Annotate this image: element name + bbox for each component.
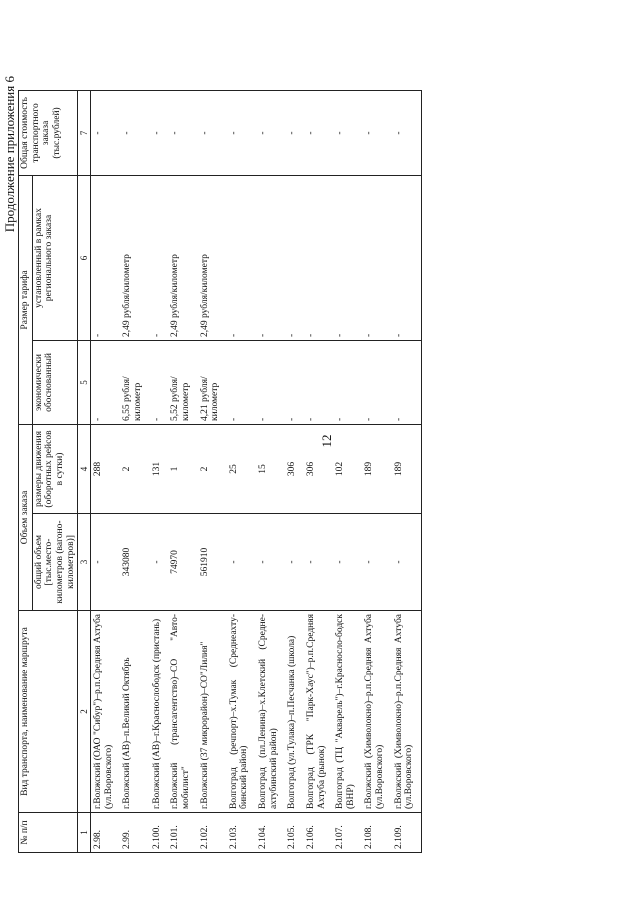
header-num: № п/п	[19, 813, 78, 853]
header-total-cost: Общая стоимость транспортного заказа (тыс.рублей)	[19, 90, 78, 175]
row-number: 2.103.	[227, 813, 256, 853]
appendix-note: Продолжение приложения 6	[2, 76, 17, 233]
column-number: 5	[78, 340, 91, 424]
established-tariff: -	[362, 175, 391, 340]
total-cost: -	[227, 90, 256, 175]
header-volume-group: Объем заказа	[19, 424, 33, 610]
row-number: 2.109.	[392, 813, 422, 853]
route-name: г.Волжский (Химволокно)–р.п.Средняя Ахтуба (ул.Воровского)	[392, 611, 422, 813]
route-name: Волгоград (речпорт)–х.Тумак (Среднеахту-бинский район)	[227, 611, 256, 813]
route-name: г.Волжский (37 микрорайон)–СО"Лилия"	[198, 611, 227, 813]
column-number: 2	[78, 611, 91, 813]
traffic-size: 102	[333, 424, 362, 513]
traffic-size: 189	[362, 424, 391, 513]
traffic-size: 1	[168, 424, 197, 513]
established-tariff: 2,49 рубля/километр	[120, 175, 149, 340]
total-cost: -	[304, 90, 333, 175]
table-row	[392, 90, 422, 852]
established-tariff: -	[304, 175, 333, 340]
econ-tariff: 5,52 рубля/ километр	[168, 340, 197, 424]
total-volume: -	[256, 514, 285, 611]
column-number: 1	[78, 813, 91, 853]
traffic-size: 189	[392, 424, 422, 513]
traffic-size: 306	[304, 424, 333, 513]
header-tariff-group: Размер тарифа	[19, 175, 33, 424]
table-body	[91, 90, 422, 852]
total-volume: -	[392, 514, 422, 611]
table-row	[304, 90, 333, 852]
header-established: установленный в рамках регионального заказа	[32, 175, 78, 340]
econ-tariff: -	[392, 340, 422, 424]
traffic-size: 15	[256, 424, 285, 513]
total-volume: -	[91, 514, 121, 611]
econ-tariff: -	[256, 340, 285, 424]
total-volume: -	[227, 514, 256, 611]
econ-tariff: -	[91, 340, 121, 424]
table-row	[256, 90, 285, 852]
total-cost: -	[91, 90, 121, 175]
table-row	[333, 90, 362, 852]
route-name: г.Волжский (трансагентство)–СО "Авто-мобилист"	[168, 611, 197, 813]
econ-tariff: -	[333, 340, 362, 424]
established-tariff: 2,49 рубля/километр	[168, 175, 197, 340]
route-name: Волгоград (пл.Ленина)–х.Клетский (Средне-ахтубинский район)	[256, 611, 285, 813]
traffic-size: 2	[198, 424, 227, 513]
column-number: 6	[78, 175, 91, 340]
header-econ: экономически обоснованный	[32, 340, 78, 424]
row-number: 2.98.	[91, 813, 121, 853]
total-volume: -	[304, 514, 333, 611]
row-number: 2.107.	[333, 813, 362, 853]
route-name: г.Волжский (АВ)–п.Великий Октябрь	[120, 611, 149, 813]
traffic-size: 131	[150, 424, 169, 513]
column-number-row	[78, 90, 91, 852]
total-volume: 343080	[120, 514, 149, 611]
route-name: г.Волжский (Химволокно)–р.п.Средняя Ахтуба (ул.Воровского)	[362, 611, 391, 813]
established-tariff: -	[285, 175, 304, 340]
total-cost: -	[285, 90, 304, 175]
econ-tariff: 4,21 рубля/ километр	[198, 340, 227, 424]
row-number: 2.99.	[120, 813, 149, 853]
established-tariff: -	[333, 175, 362, 340]
total-cost: -	[150, 90, 169, 175]
table-row	[285, 90, 304, 852]
table-row	[168, 90, 197, 852]
row-number: 2.101.	[168, 813, 197, 853]
established-tariff: 2,49 рубля/километр	[198, 175, 227, 340]
established-tariff: -	[392, 175, 422, 340]
established-tariff: -	[91, 175, 121, 340]
row-number: 2.102.	[198, 813, 227, 853]
total-volume: -	[285, 514, 304, 611]
column-number: 3	[78, 514, 91, 611]
row-number: 2.108.	[362, 813, 391, 853]
table-row	[120, 90, 149, 852]
econ-tariff: 6,55 рубля/ километр	[120, 340, 149, 424]
table-row	[198, 90, 227, 852]
total-volume: 561910	[198, 514, 227, 611]
route-name: Волгоград (ТЦ "Акварель")–г.Краснослo-бодск (ВНР)	[333, 611, 362, 813]
econ-tariff: -	[227, 340, 256, 424]
total-cost: -	[333, 90, 362, 175]
total-volume: -	[362, 514, 391, 611]
total-volume: -	[333, 514, 362, 611]
column-number: 7	[78, 90, 91, 175]
total-cost: -	[256, 90, 285, 175]
total-cost: -	[392, 90, 422, 175]
header-total-volume: общий объем [тыс.место-километров (вагоно-километров)]	[32, 514, 78, 611]
table-row	[362, 90, 391, 852]
econ-tariff: -	[150, 340, 169, 424]
traffic-size: 306	[285, 424, 304, 513]
established-tariff: -	[227, 175, 256, 340]
table-row	[150, 90, 169, 852]
route-name: г.Волжский (ОАО "Сибур")–р.п.Средняя Ахтуба (ул.Воровского)	[91, 611, 121, 813]
row-number: 2.106.	[304, 813, 333, 853]
traffic-size: 288	[91, 424, 121, 513]
route-name: Волгоград (ул.Тулака)–п.Песчанка (школа)	[285, 611, 304, 813]
established-tariff: -	[256, 175, 285, 340]
header-traffic-size: размеры движения (оборотных рейсов в сутки)	[32, 424, 78, 513]
row-number: 2.105.	[285, 813, 304, 853]
total-cost: -	[362, 90, 391, 175]
transport-order-table	[18, 90, 422, 853]
econ-tariff: -	[362, 340, 391, 424]
econ-tariff: -	[304, 340, 333, 424]
header-route: Вид транспорта, наименование маршрута	[19, 611, 78, 813]
route-name: Волгоград (ТРК "Парк-Хаус")–р.п.Средняя Ахтуба (рынок)	[304, 611, 333, 813]
total-cost: -	[120, 90, 149, 175]
row-number: 2.104.	[256, 813, 285, 853]
traffic-size: 2	[120, 424, 149, 513]
traffic-size: 25	[227, 424, 256, 513]
route-name: г.Волжский (АВ)–г.Краснослободск (пристань)	[150, 611, 169, 813]
total-volume: -	[150, 514, 169, 611]
column-number: 4	[78, 424, 91, 513]
total-cost: -	[198, 90, 227, 175]
total-volume: 74970	[168, 514, 197, 611]
total-cost: -	[168, 90, 197, 175]
table-row	[91, 90, 121, 852]
econ-tariff: -	[285, 340, 304, 424]
row-number: 2.100.	[150, 813, 169, 853]
page-number: 12	[319, 434, 334, 448]
established-tariff: -	[150, 175, 169, 340]
table-row	[227, 90, 256, 852]
